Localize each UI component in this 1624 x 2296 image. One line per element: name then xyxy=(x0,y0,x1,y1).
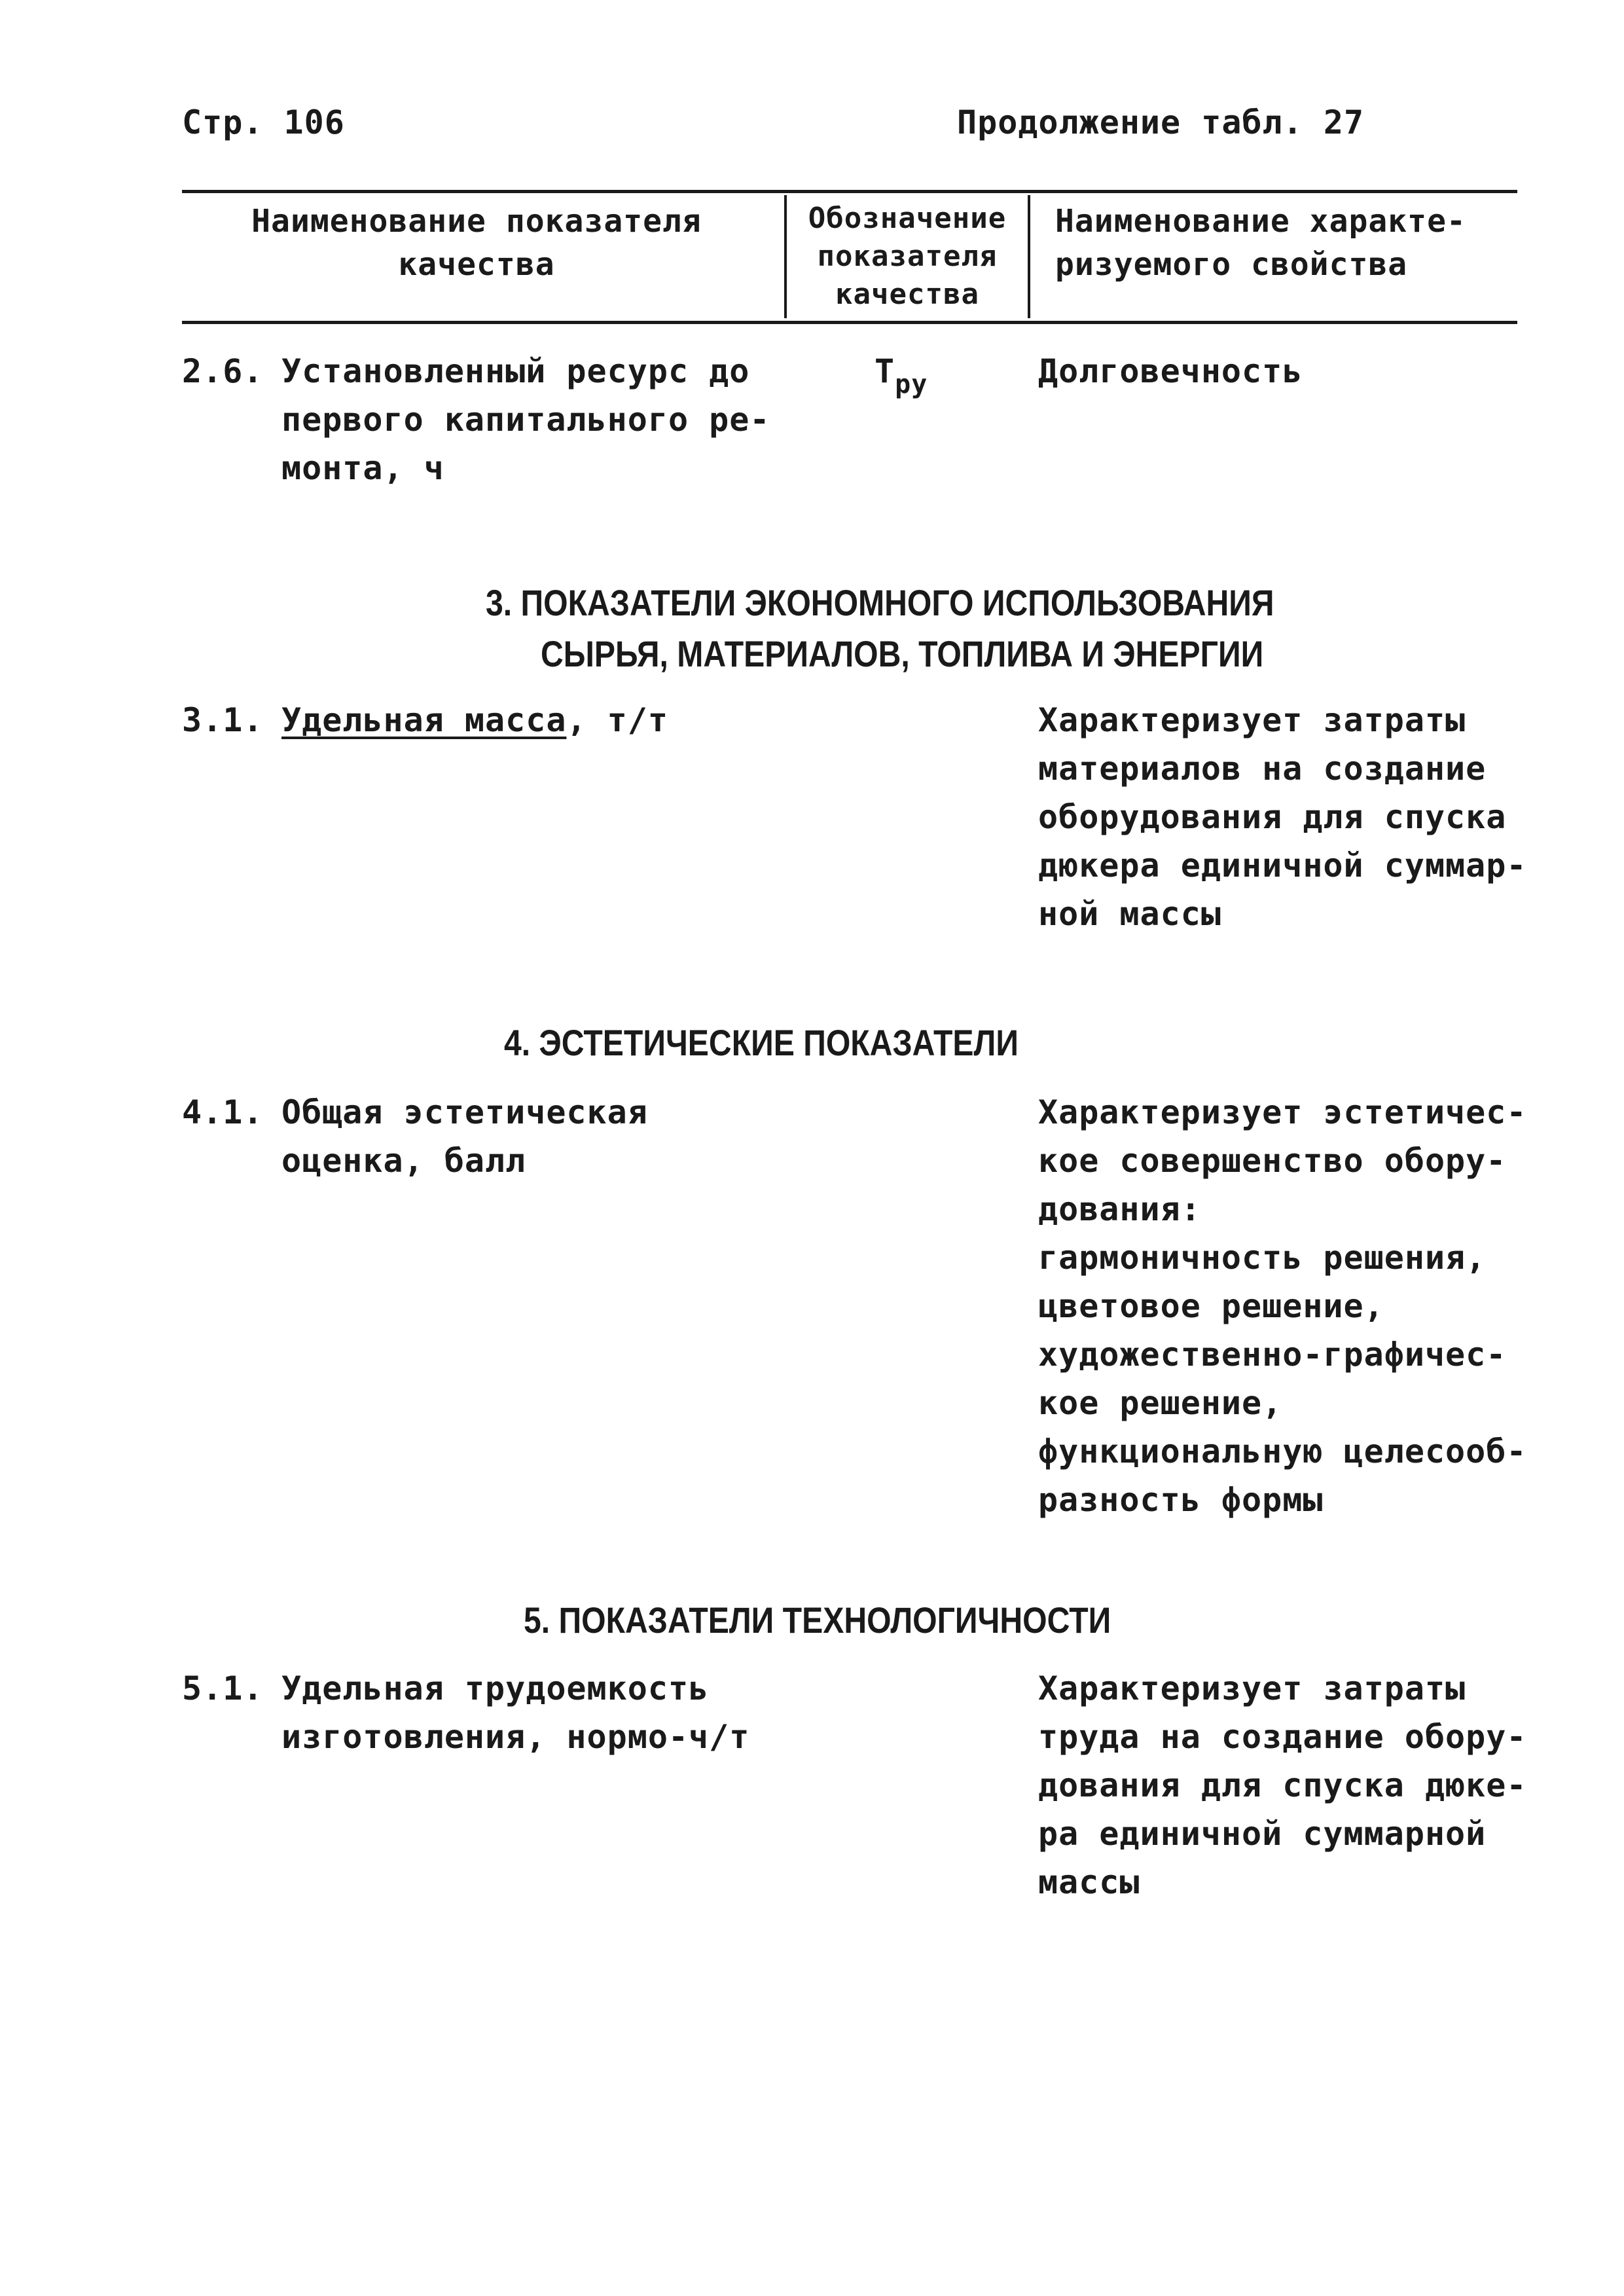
row-5-1-property xyxy=(1038,1664,1526,1906)
row-3-1-property xyxy=(1038,696,1526,938)
row-4-1-property-line4: гармоничность решения, xyxy=(1038,1239,1487,1277)
row-4-1-property-line3: дования: xyxy=(1038,1190,1201,1228)
row-5-1-property-line1: Характеризует затраты xyxy=(1038,1669,1466,1707)
row-2-6-number: 2.6. xyxy=(182,352,264,390)
row-4-1-property-line8: функциональную целесооб- xyxy=(1038,1432,1527,1470)
row-4-1-number: 4.1. xyxy=(182,1093,264,1131)
header-col3-line1: Наименование характе- xyxy=(1055,203,1466,240)
row-3-1-property-line5: ной массы xyxy=(1038,895,1221,933)
row-4-1-name-line2: оценка, балл xyxy=(281,1142,526,1180)
header-col-property xyxy=(1055,200,1513,286)
row-5-1-property-line5: массы xyxy=(1038,1863,1140,1901)
header-col2-line3: качества xyxy=(835,278,979,311)
row-3-1-property-line3: оборудования для спуска xyxy=(1038,798,1507,836)
section-5-title: 5. ПОКАЗАТЕЛИ ТЕХНОЛОГИЧНОСТИ xyxy=(524,1599,1111,1641)
header-col1-line2: качества xyxy=(398,246,555,283)
row-4-1-property-line7: кое решение, xyxy=(1038,1384,1283,1422)
column-divider-1 xyxy=(784,195,787,318)
row-2-6-name-line1: Установленный ресурс до xyxy=(281,352,750,390)
row-3-1-property-line4: дюкера единичной суммар- xyxy=(1038,847,1527,884)
row-5-1-property-line4: ра единичной суммарной xyxy=(1038,1815,1487,1853)
row-2-6-name-line2: первого капитального ре- xyxy=(281,401,770,439)
row-3-1-number: 3.1. xyxy=(182,701,264,739)
section-3-title-line2: СЫРЬЯ, МАТЕРИАЛОВ, ТОПЛИВА И ЭНЕРГИИ xyxy=(541,633,1264,674)
header-col1-line1: Наименование показателя xyxy=(251,203,702,240)
row-4-1-property-line5: цветовое решение, xyxy=(1038,1287,1384,1325)
section-3-title-line1: 3. ПОКАЗАТЕЛИ ЭКОНОМНОГО ИСПОЛЬЗОВАНИЯ xyxy=(486,582,1274,623)
column-divider-2 xyxy=(1028,195,1030,318)
symbol-main: Т xyxy=(875,352,895,390)
row-4-1-property-line2: кое совершенство обору- xyxy=(1038,1142,1507,1180)
row-4-1-property-line9: разность формы xyxy=(1038,1481,1324,1519)
row-4-1-property xyxy=(1038,1088,1526,1524)
table-top-rule xyxy=(182,190,1517,193)
row-4-1-property-line6: художественно-графичес- xyxy=(1038,1336,1507,1374)
row-5-1-property-line3: дования для спуска дюке- xyxy=(1038,1766,1527,1804)
row-4-1-name-line1: Общая эстетическая xyxy=(281,1093,648,1131)
table-continuation-label: Продолжение табл. 27 xyxy=(957,103,1365,141)
row-5-1-number: 5.1. xyxy=(182,1669,264,1707)
header-col2-line2: показателя xyxy=(817,240,998,273)
row-2-6-property: Долговечность xyxy=(1038,352,1303,390)
header-col2-line1: Обозначение xyxy=(808,202,1007,235)
row-3-1-name-unit: , т/т xyxy=(566,701,668,739)
table-header-bottom-rule xyxy=(182,321,1517,324)
page-number: Стр. 106 xyxy=(182,103,345,141)
row-5-1-name-line1: Удельная трудоемкость xyxy=(281,1669,710,1707)
row-3-1-property-line1: Характеризует затраты xyxy=(1038,701,1466,739)
section-4-title: 4. ЭСТЕТИЧЕСКИЕ ПОКАЗАТЕЛИ xyxy=(504,1022,1019,1063)
row-2-6-name-line3: монта, ч xyxy=(281,449,444,487)
row-4-1-property-line1: Характеризует эстетичес- xyxy=(1038,1093,1527,1131)
row-3-1-property-line2: материалов на создание xyxy=(1038,750,1487,788)
header-col-indicator-name xyxy=(182,200,771,286)
row-5-1-name-line2: изготовления, нормо-ч/т xyxy=(281,1718,750,1756)
symbol-subscript: ру xyxy=(895,369,928,399)
row-5-1-property-line2: труда на создание обору- xyxy=(1038,1718,1527,1756)
row-2-6-symbol xyxy=(875,347,928,409)
header-col-symbol xyxy=(788,200,1026,314)
row-3-1-name-underlined: Удельная масса xyxy=(281,701,567,739)
row-3-1-name xyxy=(281,696,668,744)
header-col3-line2: ризуемого свойства xyxy=(1055,246,1408,283)
